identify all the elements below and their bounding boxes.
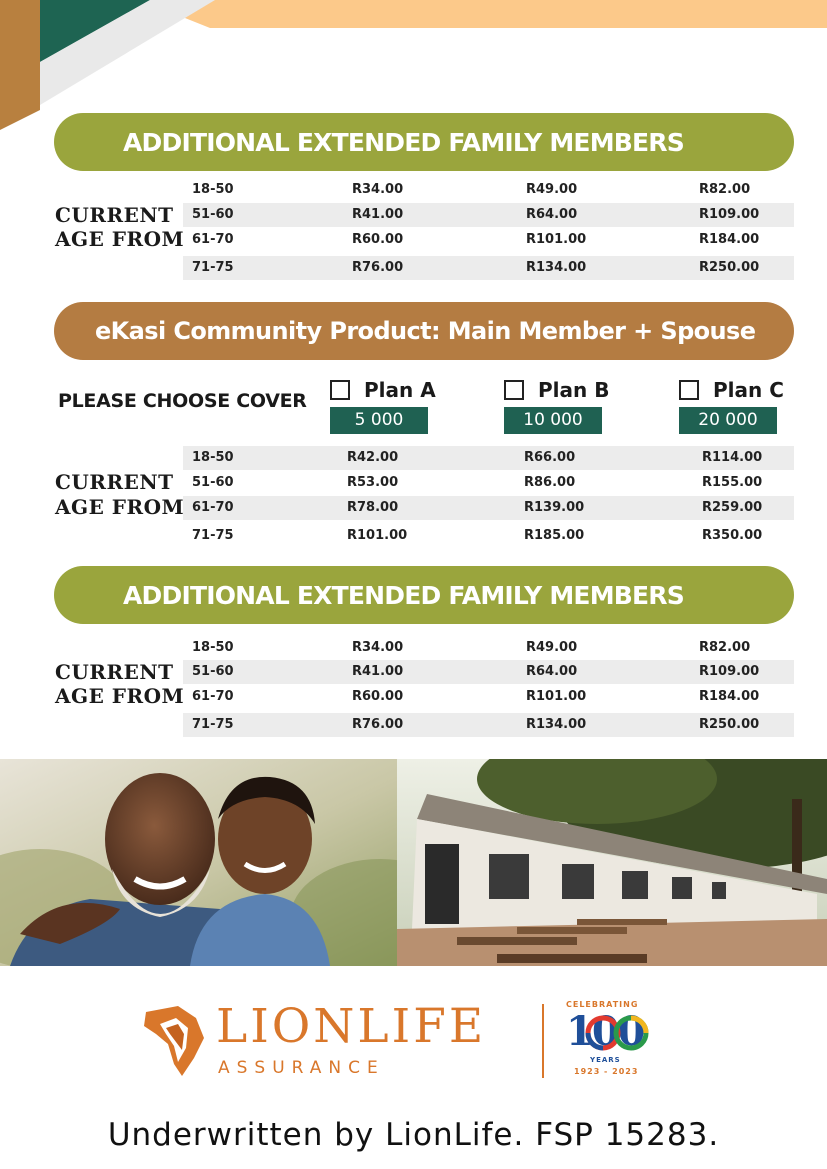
plan-b-price: R64.00 bbox=[526, 664, 578, 679]
plan-a-price: R53.00 bbox=[347, 475, 399, 490]
table-row bbox=[183, 685, 794, 709]
table-row bbox=[183, 713, 794, 737]
grandfather-and-grandson-photo bbox=[0, 759, 440, 966]
table-row bbox=[183, 256, 794, 280]
plan-c-price: R250.00 bbox=[699, 717, 760, 732]
age-cell: 61-70 bbox=[192, 689, 234, 704]
plan-a-price: R76.00 bbox=[352, 717, 404, 732]
table-row bbox=[183, 446, 794, 470]
plan-c-price: R155.00 bbox=[702, 475, 763, 490]
lion-head-icon bbox=[138, 1004, 208, 1078]
plan-c-price: R114.00 bbox=[702, 450, 763, 465]
age-cell: 51-60 bbox=[192, 475, 234, 490]
age-label-line1: CURRENT bbox=[55, 660, 174, 684]
plan-a-price: R34.00 bbox=[352, 640, 404, 655]
age-cell: 51-60 bbox=[192, 207, 234, 222]
plan-b-label: Plan B bbox=[538, 378, 610, 402]
plan-a-checkbox[interactable] bbox=[330, 380, 350, 400]
plan-b-price: R66.00 bbox=[524, 450, 576, 465]
age-label-line2: AGE FROM bbox=[55, 227, 185, 251]
age-cell: 71-75 bbox=[192, 717, 234, 732]
table-row bbox=[183, 660, 794, 684]
section2-title: eKasi Community Product: Main Member + Spouse bbox=[95, 317, 756, 345]
plan-b-price: R49.00 bbox=[526, 640, 578, 655]
plan-b-amount: 10 000 bbox=[504, 407, 602, 434]
plan-a-price: R78.00 bbox=[347, 500, 399, 515]
plan-b-price: R139.00 bbox=[524, 500, 585, 515]
age-cell: 18-50 bbox=[192, 640, 234, 655]
section2-banner bbox=[54, 302, 794, 360]
plan-c-price: R109.00 bbox=[699, 664, 760, 679]
plan-a-label: Plan A bbox=[364, 378, 436, 402]
table-row bbox=[183, 228, 794, 252]
logo-name: LIONLIFE bbox=[216, 999, 487, 1054]
badge-number bbox=[566, 1010, 656, 1054]
section1-banner bbox=[54, 113, 794, 171]
plan-b-price: R101.00 bbox=[526, 689, 587, 704]
age-label-line2: AGE FROM bbox=[55, 495, 185, 519]
age-label-line2: AGE FROM bbox=[55, 684, 185, 708]
plan-c-price: R82.00 bbox=[699, 182, 751, 197]
plan-b-price: R185.00 bbox=[524, 528, 585, 543]
age-cell: 71-75 bbox=[192, 528, 234, 543]
plan-c-price: R259.00 bbox=[702, 500, 763, 515]
plan-b-price: R49.00 bbox=[526, 182, 578, 197]
age-cell: 18-50 bbox=[192, 182, 234, 197]
plan-c-price: R82.00 bbox=[699, 640, 751, 655]
choose-cover-label: PLEASE CHOOSE COVER bbox=[58, 390, 307, 412]
logo-sub: ASSURANCE bbox=[218, 1058, 385, 1078]
logo-divider bbox=[542, 1004, 544, 1078]
plan-b-price: R101.00 bbox=[526, 232, 587, 247]
plan-a-price: R42.00 bbox=[347, 450, 399, 465]
plan-a-amount: 5 000 bbox=[330, 407, 428, 434]
lionlife-logo bbox=[138, 1000, 658, 1082]
plan-b-price: R64.00 bbox=[526, 207, 578, 222]
plan-c-price: R184.00 bbox=[699, 232, 760, 247]
badge-rings-icon bbox=[584, 1014, 654, 1052]
plan-c-amount: 20 000 bbox=[679, 407, 777, 434]
age-label-line1: CURRENT bbox=[55, 470, 174, 494]
badge-number-text: 100 bbox=[566, 1008, 644, 1055]
table-row bbox=[183, 178, 794, 202]
plan-a-price: R60.00 bbox=[352, 689, 404, 704]
township-school-building-photo bbox=[397, 759, 827, 966]
plan-a-price: R41.00 bbox=[352, 664, 404, 679]
age-cell: 18-50 bbox=[192, 450, 234, 465]
section3-title: ADDITIONAL EXTENDED FAMILY MEMBERS bbox=[123, 580, 684, 610]
plan-b-price: R86.00 bbox=[524, 475, 576, 490]
badge-years: YEARS bbox=[590, 1056, 621, 1064]
plan-c-label: Plan C bbox=[713, 378, 784, 402]
table-row bbox=[183, 496, 794, 520]
table-row bbox=[183, 524, 794, 548]
age-cell: 61-70 bbox=[192, 232, 234, 247]
plan-a-price: R101.00 bbox=[347, 528, 408, 543]
plan-b-checkbox[interactable] bbox=[504, 380, 524, 400]
table-row bbox=[183, 203, 794, 227]
plan-a-price: R41.00 bbox=[352, 207, 404, 222]
table-row bbox=[183, 636, 794, 660]
plan-a-price: R60.00 bbox=[352, 232, 404, 247]
underwritten-footer: Underwritten by LionLife. FSP 15283. bbox=[107, 1117, 720, 1153]
section1-title: ADDITIONAL EXTENDED FAMILY MEMBERS bbox=[123, 127, 684, 157]
table-row bbox=[183, 471, 794, 495]
section3-banner bbox=[54, 566, 794, 624]
age-cell: 71-75 bbox=[192, 260, 234, 275]
plan-c-price: R250.00 bbox=[699, 260, 760, 275]
age-cell: 51-60 bbox=[192, 664, 234, 679]
plan-a-price: R76.00 bbox=[352, 260, 404, 275]
badge-range: 1923 - 2023 bbox=[574, 1067, 639, 1076]
plan-a-price: R34.00 bbox=[352, 182, 404, 197]
plan-b-price: R134.00 bbox=[526, 260, 587, 275]
plan-c-price: R184.00 bbox=[699, 689, 760, 704]
age-cell: 61-70 bbox=[192, 500, 234, 515]
plan-b-price: R134.00 bbox=[526, 717, 587, 732]
plan-c-checkbox[interactable] bbox=[679, 380, 699, 400]
plan-c-price: R350.00 bbox=[702, 528, 763, 543]
plan-c-price: R109.00 bbox=[699, 207, 760, 222]
badge-top: CELEBRATING bbox=[566, 1000, 639, 1009]
age-label-line1: CURRENT bbox=[55, 203, 174, 227]
